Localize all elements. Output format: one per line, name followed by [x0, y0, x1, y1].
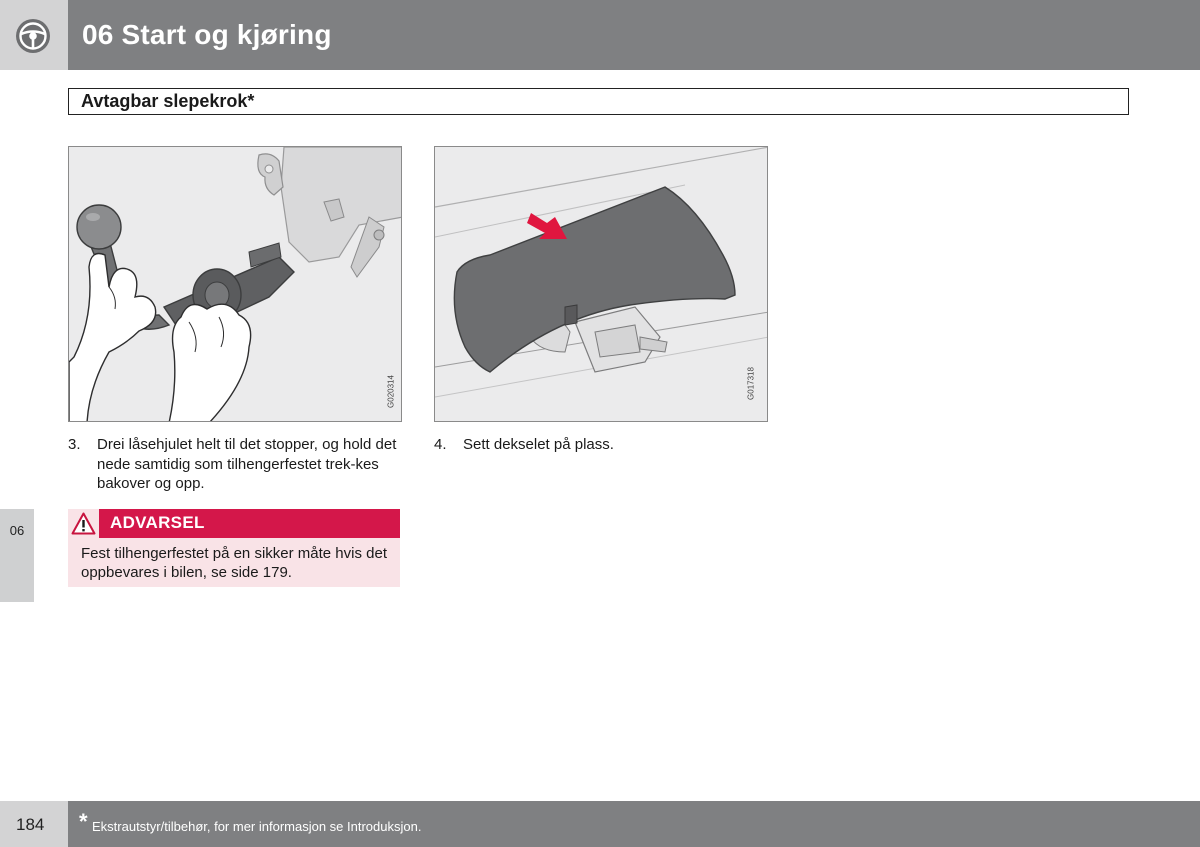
steering-wheel-icon — [14, 17, 52, 55]
step-number: 4. — [434, 436, 447, 453]
tow-bar-illustration — [69, 147, 402, 422]
header-icon-box — [0, 0, 68, 70]
figure-code: G017318 — [746, 367, 756, 400]
cover-illustration — [435, 147, 768, 422]
page-number: 184 — [16, 815, 45, 834]
warning-icon-cell — [68, 509, 99, 538]
figure-code: G020314 — [386, 375, 396, 408]
footer-page-box — [0, 801, 68, 847]
section-title: Avtagbar slepekrok* — [81, 91, 255, 111]
chapter-tab — [0, 509, 34, 602]
step-number: 3. — [68, 436, 81, 453]
figure-cover-placement — [434, 146, 768, 422]
step-text: Drei låsehjulet helt til det stopper, og hold det nede samtidig som tilhengerfestet trek-kes bakover og opp. — [97, 436, 397, 492]
footnote-star: * — [79, 809, 88, 834]
warning-title: ADVARSEL — [110, 513, 205, 532]
red-arrow — [527, 213, 567, 239]
warning-header — [68, 509, 400, 538]
header-bar — [68, 0, 1200, 70]
footer-bar — [68, 801, 1200, 847]
section-heading-box — [68, 88, 1129, 115]
chapter-title: 06 Start og kjøring — [82, 19, 332, 50]
warning-box — [68, 509, 400, 587]
warning-triangle-icon — [71, 512, 96, 535]
chapter-tab-label: 06 — [9, 523, 25, 538]
step-text: Sett dekselet på plass. — [463, 436, 614, 453]
footnote: Ekstrautstyr/tilbehør, for mer informasjon se Introduksjon. — [92, 819, 422, 834]
warning-text: Fest tilhengerfestet på en sikker måte hvis det oppbevares i bilen, se side 179. — [81, 545, 387, 581]
figure-tow-bar-lock — [68, 146, 402, 422]
